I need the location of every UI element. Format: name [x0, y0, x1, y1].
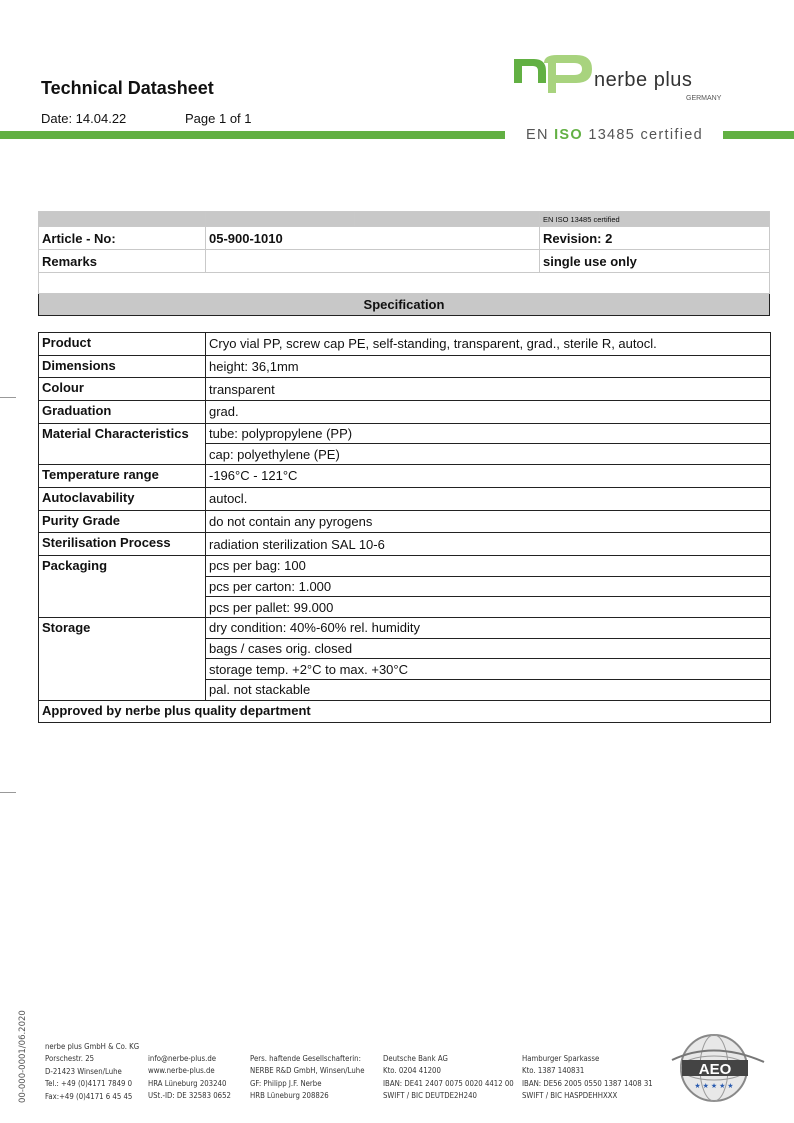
spec-label: Product — [39, 333, 206, 356]
spec-value: Cryo vial PP, screw cap PE, self-standing, transparent, grad., sterile R, autocl. — [206, 333, 771, 356]
footer-bank-2 — [522, 1052, 653, 1102]
spec-value: bags / cases orig. closed — [206, 638, 771, 659]
page-number: Page 1 of 1 — [185, 111, 252, 126]
logo-country: GERMANY — [686, 95, 722, 101]
header-green-rule — [0, 131, 505, 139]
page-title: Technical Datasheet — [41, 78, 214, 98]
article-label: Article - No: — [39, 227, 206, 250]
article-info-table — [38, 211, 770, 316]
footer-company — [45, 1040, 139, 1102]
footer-line: Fax:+49 (0)4171 6 45 45 — [45, 1090, 133, 1101]
footer-line: Pers. haftende Gesellschafterin: — [250, 1053, 361, 1063]
spec-value: transparent — [206, 378, 771, 401]
spec-value: height: 36,1mm — [206, 355, 771, 378]
aeo-stars-icon: ★ ★ ★ ★ ★ — [694, 1083, 734, 1090]
revision: Revision: 2 — [540, 227, 770, 250]
spec-value: do not contain any pyrogens — [206, 510, 771, 533]
spec-value: cap: polyethylene (PE) — [206, 444, 771, 465]
footer-line: SWIFT / BIC HASPDEHHXXX — [522, 1090, 618, 1101]
footer-line: Kto. 0204 41200 — [383, 1065, 441, 1076]
footer-line: SWIFT / BIC DEUTDE2H240 — [383, 1090, 477, 1101]
footer-line: Tel.: +49 (0)4171 7849 0 — [45, 1078, 133, 1089]
spec-value: pal. not stackable — [206, 680, 771, 701]
spec-value: storage temp. +2°C to max. +30°C — [206, 659, 771, 680]
footer-line: GF: Philipp J.F. Nerbe — [250, 1077, 322, 1088]
logo-n-mark — [514, 59, 546, 83]
spec-label: Colour — [39, 378, 206, 401]
spec-value: radiation sterilization SAL 10-6 — [206, 533, 771, 556]
footer-partner — [250, 1052, 364, 1102]
footer-line: info@nerbe-plus.de — [148, 1053, 217, 1063]
footer-line: D-21423 Winsen/Luhe — [45, 1065, 122, 1076]
specification-table — [38, 332, 771, 723]
logo-wordmark: nerbe plus — [594, 69, 693, 91]
footer-line: Hamburger Sparkasse — [522, 1053, 600, 1063]
spec-label: Purity Grade — [39, 510, 206, 533]
footer-line: nerbe plus GmbH & Co. KG — [45, 1041, 140, 1051]
spec-value: pcs per carton: 1.000 — [206, 576, 771, 597]
spec-label: Graduation — [39, 401, 206, 424]
footer-contact — [148, 1052, 231, 1102]
fold-mark — [0, 397, 16, 398]
spec-value: autocl. — [206, 487, 771, 510]
remarks-label: Remarks — [39, 250, 206, 273]
spec-value: dry condition: 40%-60% rel. humidity — [206, 617, 771, 638]
spec-value: grad. — [206, 401, 771, 424]
footer-line: IBAN: DE41 2407 0075 0020 4412 00 — [383, 1077, 514, 1088]
aeo-label: AEO — [698, 1061, 732, 1078]
footer-line: USt.-ID: DE 32583 0652 — [148, 1090, 231, 1101]
remarks-value: single use only — [540, 250, 770, 273]
spec-label: Material Characteristics — [39, 423, 206, 464]
cert-note: EN ISO 13485 certified — [540, 212, 770, 227]
date-label: Date: 14.04.22 — [41, 111, 127, 126]
header-green-rule-right — [723, 131, 794, 139]
footer-line: Deutsche Bank AG — [383, 1053, 448, 1063]
cert-row — [39, 212, 770, 227]
iso-certified-line: EN ISO 13485 certified — [526, 127, 703, 143]
footer-line: NERBE R&D GmbH, Winsen/Luhe — [250, 1065, 365, 1076]
spec-label: Dimensions — [39, 355, 206, 378]
article-row — [39, 227, 770, 250]
aeo-seal — [664, 1030, 768, 1106]
footer-line: HRA Lüneburg 203240 — [148, 1077, 227, 1088]
spec-label: Approved by nerbe plus quality department — [39, 700, 771, 723]
remarks-row — [39, 250, 770, 273]
article-number: 05-900-1010 — [206, 227, 540, 250]
nerbe-plus-logo — [512, 53, 732, 101]
spec-label: Packaging — [39, 555, 206, 617]
document-code: 00-000-0001/06.2020 — [18, 1010, 28, 1103]
footer-line: Porschestr. 25 — [45, 1053, 95, 1064]
spec-value: pcs per bag: 100 — [206, 555, 771, 576]
footer-line: Kto. 1387 140831 — [522, 1065, 585, 1076]
logo-p-mark — [544, 55, 592, 93]
spec-value: tube: polypropylene (PP) — [206, 423, 771, 444]
specification-heading-row — [39, 294, 770, 316]
footer-line: IBAN: DE56 2005 0550 1387 1408 31 — [522, 1077, 653, 1088]
footer-line: www.nerbe-plus.de — [148, 1065, 215, 1076]
spec-value: -196°C - 121°C — [206, 465, 771, 488]
spec-label: Storage — [39, 617, 206, 700]
footer-line: HRB Lüneburg 208826 — [250, 1090, 329, 1101]
footer-bank-1 — [383, 1052, 514, 1102]
punch-mark — [0, 792, 16, 793]
spec-label: Temperature range — [39, 465, 206, 488]
specification-heading: Specification — [39, 294, 770, 316]
spec-label: Sterilisation Process — [39, 533, 206, 556]
spec-label: Autoclavability — [39, 487, 206, 510]
spec-value: pcs per pallet: 99.000 — [206, 597, 771, 618]
